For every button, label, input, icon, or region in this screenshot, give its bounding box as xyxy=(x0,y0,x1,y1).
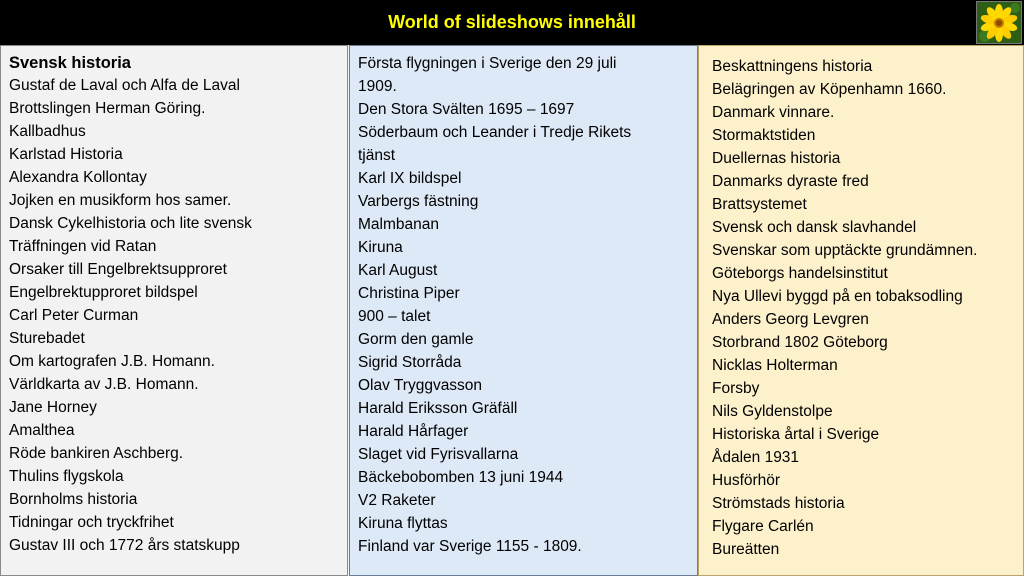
topic-link[interactable]: Gorm den gamle xyxy=(358,331,474,348)
column-middle xyxy=(349,45,698,576)
topic-link[interactable]: Slaget vid Fyrisvallarna xyxy=(358,446,519,463)
topic-link[interactable]: Strömstads historia xyxy=(712,495,845,512)
topic-list xyxy=(358,52,697,558)
topic-link[interactable]: Danmark vinnare. xyxy=(712,104,835,121)
topic-list xyxy=(9,74,347,557)
topic-link[interactable]: Kiruna xyxy=(358,239,403,256)
topic-link[interactable]: Finland var Sverige 1155 - 1809. xyxy=(358,538,582,555)
topic-link[interactable]: Kallbadhus xyxy=(9,123,86,140)
topic-link[interactable]: Karl August xyxy=(358,262,438,279)
topic-link[interactable]: Stormaktstiden xyxy=(712,127,816,144)
topic-link[interactable]: Alexandra Kollontay xyxy=(9,169,147,186)
topic-link[interactable]: Thulins flygskola xyxy=(9,468,124,485)
topic-link[interactable]: Bäckebobomben 13 juni 1944 xyxy=(358,469,564,486)
topic-link[interactable]: Varbergs fästning xyxy=(358,193,479,210)
topic-link[interactable]: Flygare Carlén xyxy=(712,518,814,535)
topic-link[interactable]: Nicklas Holterman xyxy=(712,357,838,374)
topic-link[interactable]: Karl IX bildspel xyxy=(358,170,462,187)
topic-link[interactable]: V2 Raketer xyxy=(358,492,436,509)
topic-link[interactable]: Om kartografen J.B. Homann. xyxy=(9,353,215,370)
column-heading: Svensk historia xyxy=(9,54,131,72)
topic-link[interactable]: Den Stora Svälten 1695 – 1697 xyxy=(358,101,575,118)
topic-link[interactable]: Sigrid Storråda xyxy=(358,354,462,371)
topic-link[interactable]: Tidningar och tryckfrihet xyxy=(9,514,174,531)
topic-link[interactable]: Nya Ullevi byggd på en tobaksodling xyxy=(712,288,963,305)
topic-link[interactable]: Orsaker till Engelbrektsupproret xyxy=(9,261,227,278)
topic-link[interactable]: Nils Gyldenstolpe xyxy=(712,403,833,420)
topic-link[interactable]: Duellernas historia xyxy=(712,150,841,167)
topic-link[interactable]: Ådalen 1931 xyxy=(712,449,800,466)
topic-link[interactable]: Svensk och dansk slavhandel xyxy=(712,219,917,236)
topic-link[interactable]: Harald Hårfager xyxy=(358,423,469,440)
topic-link[interactable]: Söderbaum och Leander i Tredje Rikets tjänst xyxy=(358,124,632,164)
topic-link[interactable]: Gustaf de Laval och Alfa de Laval xyxy=(9,77,240,94)
topic-link[interactable]: Husförhör xyxy=(712,472,781,489)
title-bar xyxy=(0,0,1024,45)
column-svensk-historia xyxy=(0,45,348,576)
topic-link[interactable]: Dansk Cykelhistoria och lite svensk xyxy=(9,215,252,232)
topic-link[interactable]: Världkarta av J.B. Homann. xyxy=(9,376,199,393)
topic-link[interactable]: Jojken en musikform hos samer. xyxy=(9,192,232,209)
topic-link[interactable]: Harald Eriksson Gräfäll xyxy=(358,400,518,417)
topic-link[interactable]: Träffningen vid Ratan xyxy=(9,238,157,255)
topic-link[interactable]: Jane Horney xyxy=(9,399,97,416)
topic-link[interactable]: Storbrand 1802 Göteborg xyxy=(712,334,888,351)
topic-link[interactable]: Bornholms historia xyxy=(9,491,138,508)
topic-link[interactable]: Christina Piper xyxy=(358,285,460,302)
topic-link[interactable]: Beskattningens historia xyxy=(712,58,873,75)
topic-link[interactable]: Amalthea xyxy=(9,422,75,439)
topic-link[interactable]: Sturebadet xyxy=(9,330,85,347)
topic-link[interactable]: Kiruna flyttas xyxy=(358,515,448,532)
topic-link[interactable]: Göteborgs handelsinstitut xyxy=(712,265,888,282)
topic-link[interactable]: Svenskar som upptäckte grundämnen. xyxy=(712,242,978,259)
topic-link[interactable]: Gustav III och 1772 års statskupp xyxy=(9,537,240,554)
topic-link[interactable]: 900 – talet xyxy=(358,308,431,325)
column-right xyxy=(698,45,1024,576)
page-title: World of slideshows innehåll xyxy=(388,12,636,32)
topic-link[interactable]: Carl Peter Curman xyxy=(9,307,139,324)
topic-link[interactable]: Belägringen av Köpenhamn 1660. xyxy=(712,81,947,98)
topic-link[interactable]: Danmarks dyraste fred xyxy=(712,173,869,190)
topic-link[interactable]: Malmbanan xyxy=(358,216,439,233)
topic-link[interactable]: Forsby xyxy=(712,380,760,397)
topic-link[interactable]: Olav Tryggvasson xyxy=(358,377,483,394)
topic-link[interactable]: Brottslingen Herman Göring. xyxy=(9,100,206,117)
topic-link[interactable]: Bureätten xyxy=(712,541,780,558)
yellow-flower-icon xyxy=(976,1,1022,44)
topic-link[interactable]: Historiska årtal i Sverige xyxy=(712,426,880,443)
topic-link[interactable]: Brattsystemet xyxy=(712,196,807,213)
topic-link[interactable]: Engelbrektupproret bildspel xyxy=(9,284,198,301)
topic-link[interactable]: Anders Georg Levgren xyxy=(712,311,869,328)
topic-link[interactable]: Röde bankiren Aschberg. xyxy=(9,445,184,462)
topic-link[interactable]: Första flygningen i Sverige den 29 juli 1909. xyxy=(358,55,617,95)
topic-link[interactable]: Karlstad Historia xyxy=(9,146,123,163)
topic-list xyxy=(712,55,1023,561)
